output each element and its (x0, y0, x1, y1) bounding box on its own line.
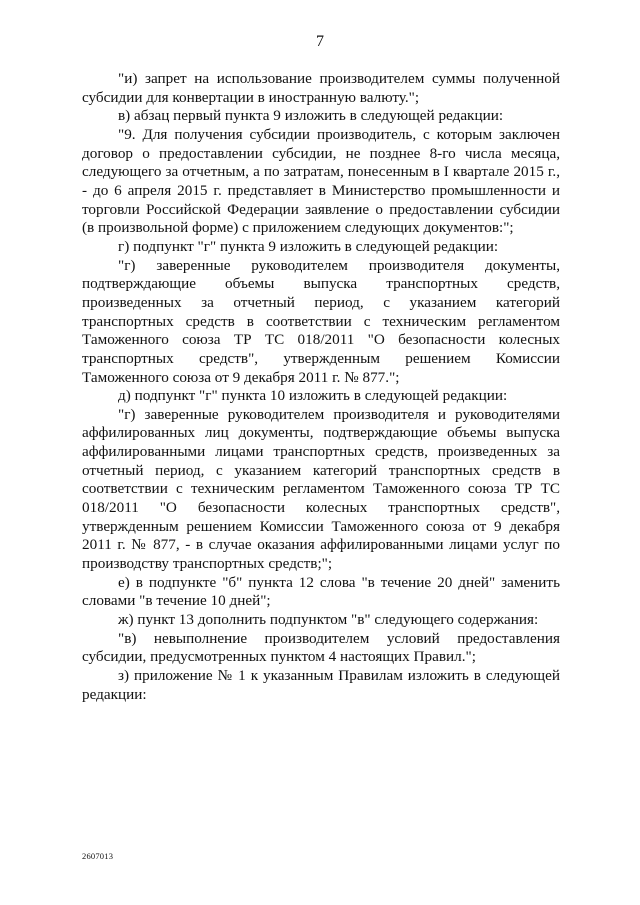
paragraph-amend-v: в) абзац первый пункта 9 изложить в следующей редакции: (118, 107, 504, 125)
document-code: 2607013 (82, 851, 114, 861)
paragraph-subitem-g-9: "г) заверенные руководителем производителя документы, подтверждающие объемы выпуска транспортных средств, произведенных за отчетный период, с указанием категорий транспортных средств в соответствии с техническим регламентом Таможенного союза ТР ТС 018/2011 "О безопасности колесных транспортных средств", утвержденным решением Комиссии Таможенного союза от 9 декабря 2011 г. № 877."; (82, 256, 560, 386)
document-body (82, 70, 560, 704)
paragraph-amend-z: з) приложение № 1 к указанным Правилам изложить в следующей редакции: (82, 667, 560, 703)
paragraph-amend-g: г) подпункт "г" пункта 9 изложить в следующей редакции: (118, 237, 499, 255)
paragraph-subitem-v: "в) невыполнение производителем условий предоставления субсидии, предусмотренных пунктом 4 настоящих Правил."; (82, 629, 560, 666)
paragraph-item-i: "и) запрет на использование производителем суммы полученной субсидии для конвертации в иностранную валюту."; (82, 70, 560, 106)
paragraph-amend-d: д) подпункт "г" пункта 10 изложить в следующей редакции: (118, 387, 508, 405)
paragraph-amend-e: е) в подпункте "б" пункта 12 слова "в течение 20 дней" заменить словами "в течение 10 дней"; (82, 573, 560, 610)
paragraph-amend-zh: ж) пункт 13 дополнить подпунктом "в" следующего содержания: (118, 611, 539, 629)
page-number: 7 (316, 33, 324, 50)
paragraph-subitem-g-10: "г) заверенные руководителем производителя и руководителями аффилированных лиц документы, подтверждающие объемы выпуска аффилированными лицами транспортных средств, произведенных за отчетный период, с указанием категорий транспортных средств в соответствии с техническим регламентом Таможенного союза ТР ТС 018/2011 "О безопасности колесных транспортных средств", утвержденным решением Комиссии Таможенного союза от 9 декабря 2011 г. № 877, - в случае оказания аффилированными лицами услуг по производству транспортных средств;"; (82, 405, 560, 573)
paragraph-item-9: "9. Для получения субсидии производитель, с которым заключен договор о предоставлении субсидии, не позднее 8-го числа месяца, следующего за отчетным, а по затратам, понесенным в I квартале 2015 г., - до 6 апреля 2015 г. представляет в Министерство промышленности и торговли Российской Федерации заявление о предоставлении субсидии (в произвольной форме) с приложением следующих документов:"; (82, 125, 560, 237)
